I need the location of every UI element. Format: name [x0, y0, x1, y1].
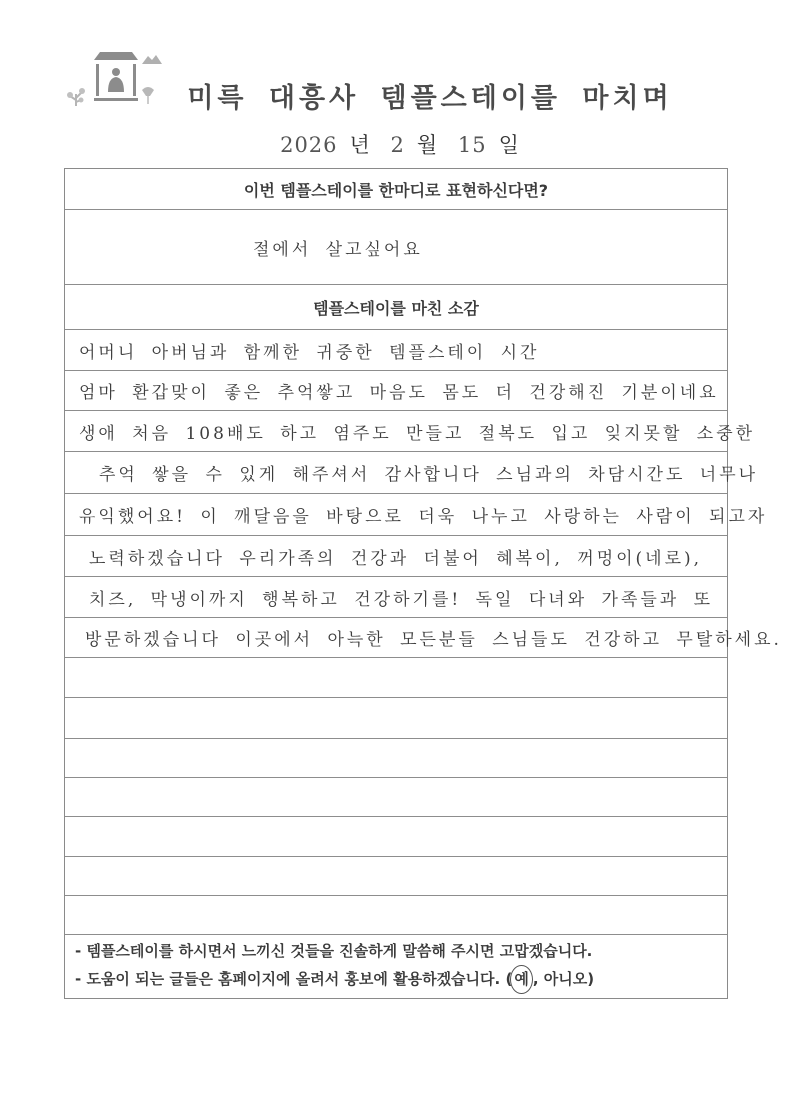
note-line-2-text: - 도움이 되는 글들은 홈페이지에 올려서 홍보에 활용하겠습니다. ( [75, 970, 513, 988]
page-title: 미륵 대흥사 템플스테이를 마치며 [187, 83, 673, 114]
answer-line-6[interactable] [65, 536, 727, 577]
answer-line-text: 유익했어요! 이 깨달음을 바탕으로 더욱 나누고 사랑하는 사람이 되고자 [79, 507, 768, 527]
answer-line-text: 엄마 환갑맞이 좋은 추억쌓고 마음도 몸도 더 건강해진 기분이네요 [79, 383, 719, 403]
answer-line-text: 추억 쌓을 수 있게 해주셔서 감사합니다 스님과의 차담시간도 너무나 [99, 465, 759, 485]
answer-line-2[interactable] [65, 371, 727, 411]
answer-line-15[interactable] [65, 896, 727, 935]
answer-line-9[interactable] [65, 658, 727, 698]
answer-line-text: 노력하겠습니다 우리가족의 건강과 더불어 혜복이, 꺼멍이(네로), [89, 548, 703, 569]
option-close: ) [587, 970, 595, 988]
answer-line-7[interactable] [65, 577, 727, 618]
answer-line-1[interactable] [65, 330, 727, 371]
consent-no-option[interactable]: 아니오 [543, 970, 588, 988]
answer-line-text: 방문하겠습니다 이곳에서 아늑한 모든분들 스님들도 건강하고 무탈하세요. [85, 630, 782, 650]
answer-line-4[interactable] [65, 452, 759, 494]
date-day-label: 일 [498, 133, 520, 157]
answer-line-11[interactable] [65, 739, 727, 778]
answer-line-13[interactable] [65, 817, 727, 857]
date-month-label: 월 [416, 133, 439, 157]
answer-line-3[interactable] [65, 411, 756, 452]
date-line [0, 129, 800, 159]
question1-answer: 절에서 살고싶어요 [253, 239, 423, 260]
question2-label: 템플스테이를 마친 소감 [65, 285, 727, 330]
feedback-form [64, 168, 782, 999]
date-year: 2026 [280, 133, 338, 157]
option-separator: , [532, 970, 544, 988]
consent-yes-option[interactable]: 예 [510, 965, 533, 994]
note-line-2 [75, 965, 717, 994]
answer-line-14[interactable] [65, 857, 727, 896]
date-year-label: 년 [349, 133, 371, 157]
question1-answer-field[interactable] [65, 210, 727, 285]
note-line-1: - 템플스테이를 하시면서 느끼신 것들을 진솔하게 말씀해 주시면 고맙겠습니다. [75, 942, 593, 960]
answer-line-12[interactable] [65, 778, 727, 817]
answer-line-text: 생애 처음 108배도 하고 염주도 만들고 절복도 입고 잊지못할 소중한 [79, 423, 756, 444]
answer-line-5[interactable] [65, 494, 768, 536]
answer-line-text: 어머니 아버님과 함께한 귀중한 템플스테이 시간 [79, 342, 540, 363]
answer-line-10[interactable] [65, 698, 727, 739]
date-month: 2 [390, 133, 405, 157]
date-day: 15 [457, 133, 487, 157]
question1-label: 이번 템플스테이를 한마디로 표현하신다면? [65, 169, 727, 210]
answer-line-8[interactable] [65, 618, 782, 658]
answer-line-text: 치즈, 막냉이까지 행복하고 건강하기를! 독일 다녀와 가족들과 또 [89, 589, 714, 610]
form-notes [65, 932, 727, 998]
